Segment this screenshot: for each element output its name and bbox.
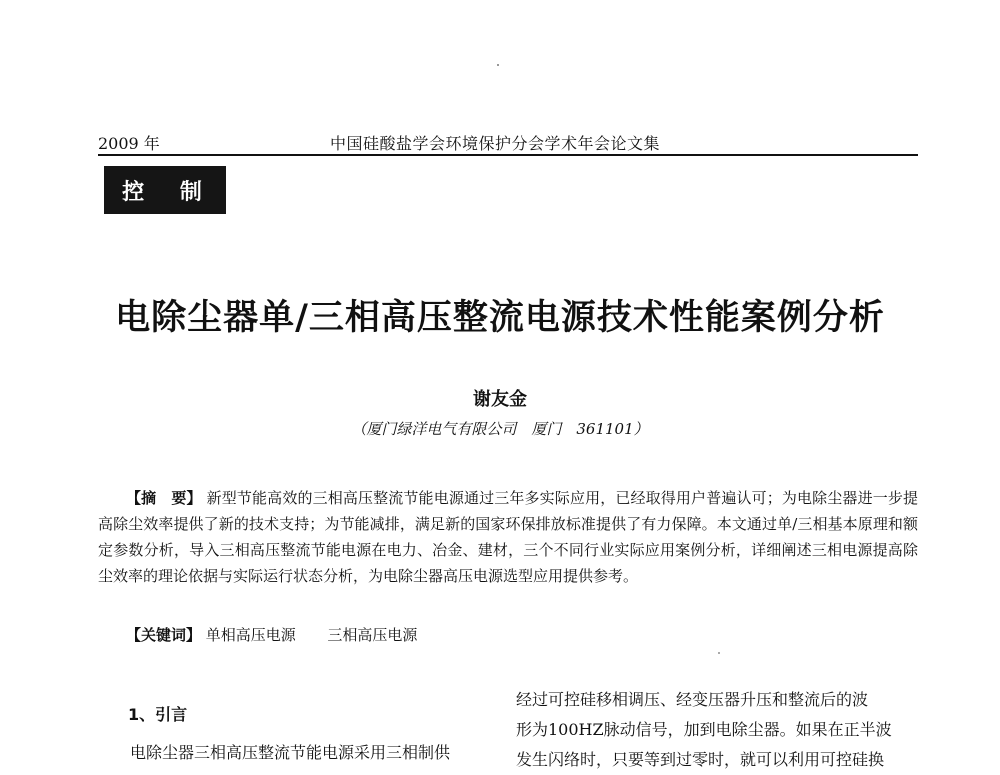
body-line: 发生闪络时，只要等到过零时，就可以利用可控硅换 xyxy=(516,750,885,769)
keywords xyxy=(126,624,417,645)
paper-affiliation: （厦门绿洋电气有限公司 厦门 361101） xyxy=(351,420,649,438)
body-line: 形为100HZ脉动信号，加到电除尘器。如果在正半波 xyxy=(516,720,892,739)
body-line: 经过可控硅移相调压、经变压器升压和整流后的波 xyxy=(516,690,869,709)
abstract xyxy=(98,485,918,589)
abstract-label: 【摘 要】 xyxy=(126,489,202,507)
scan-speck xyxy=(497,64,499,66)
abstract-text: 新型节能高效的三相高压整流节能电源通过三年多实际应用，已经取得用户普遍认可；为电除尘器进一步提高除尘效率提供了新的技术支持；为节能减排，满足新的国家环保排放标准提供了有力保障。本文通过单/三相基本原理和额定参数分析，导入三相高压整流节能电源在电力、冶金、建材，三个不同行业实际应用案例分析，详细阐述三相电源提高除尘效率的理论依据与实际运行状态分析，为电除尘器高压电源选型应用提供参考。 xyxy=(98,489,918,585)
body-text-left: 电除尘器三相高压整流节能电源采用三相制供 xyxy=(130,743,451,762)
header-proceedings-title: 中国硅酸盐学会环境保护分会学术年会论文集 xyxy=(330,134,661,153)
scan-speck xyxy=(718,652,720,654)
body-text-right xyxy=(516,685,918,775)
keyword-item: 单相高压电源 xyxy=(205,626,296,644)
paper-title: 电除尘器单/三相高压整流电源技术性能案例分析 xyxy=(115,297,885,338)
header-year: 2009 年 xyxy=(98,134,160,153)
paper-author: 谢友金 xyxy=(473,389,527,410)
section-heading: 1、引言 xyxy=(128,705,188,724)
section-badge: 控 制 xyxy=(104,166,226,214)
header-rule xyxy=(98,154,918,156)
keyword-item: 三相高压电源 xyxy=(327,626,418,644)
keywords-label: 【关键词】 xyxy=(126,626,202,644)
